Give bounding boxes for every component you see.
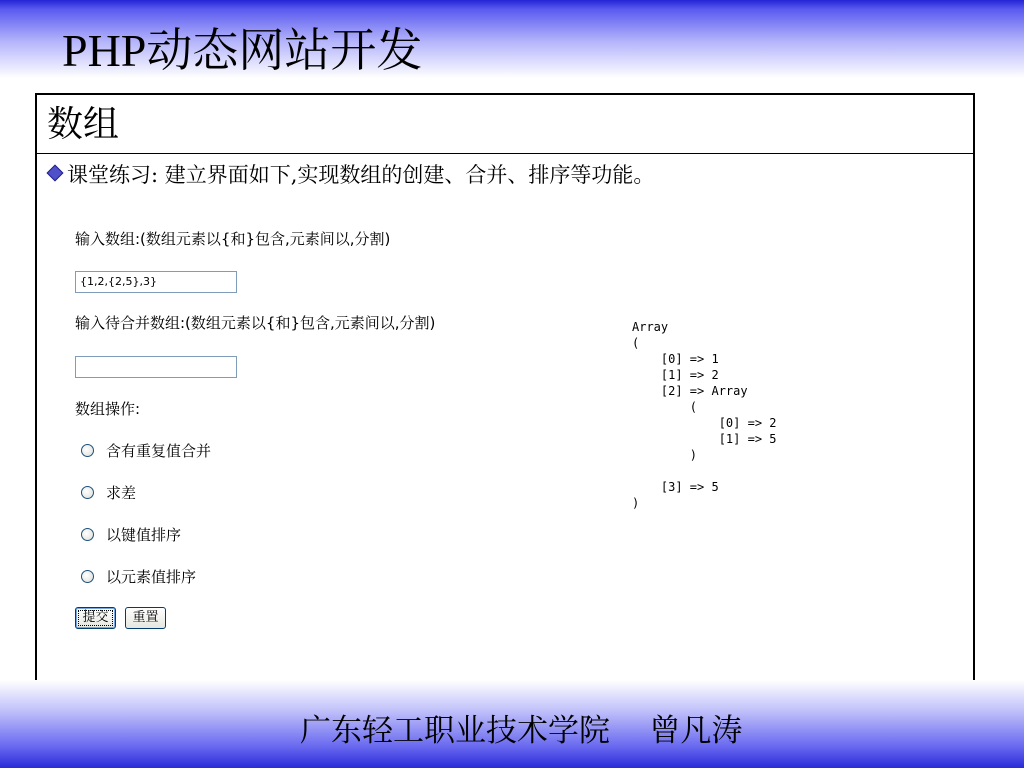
radio-option-label: 以元素值排序: [106, 568, 197, 586]
content-box: [35, 93, 975, 684]
merge-array-input[interactable]: [75, 356, 237, 378]
reset-button[interactable]: 重置: [125, 607, 166, 629]
radio-option-difference[interactable]: [81, 483, 136, 503]
radio-option-sort-by-key[interactable]: [81, 525, 181, 545]
form-button-row: [75, 607, 275, 631]
radio-button-icon[interactable]: [81, 570, 94, 583]
array-print-output: Array ( [0] => 1 [1] => 2 [2] => Array ( [0] => 2 [1] => 5 ) [3] => 5 ): [632, 320, 777, 510]
radio-option-label: 求差: [106, 484, 137, 502]
exercise-bullet: [47, 161, 654, 189]
box-heading: 数组: [47, 104, 120, 145]
slide-title: PHP动态网站开发: [62, 25, 423, 76]
merge-array-label: 输入待合并数组:(数组元素以{和}包含,元素间以,分割): [75, 314, 436, 332]
radio-option-merge-duplicates[interactable]: [81, 441, 211, 461]
submit-button[interactable]: 提交: [75, 607, 116, 629]
slide-footer: 广东轻工职业技术学院 曾凡涛: [300, 713, 743, 749]
radio-option-label: 以键值排序: [106, 526, 182, 544]
array-input[interactable]: {1,2,{2,5},3}: [75, 271, 237, 293]
radio-button-icon[interactable]: [81, 444, 94, 457]
radio-button-icon[interactable]: [81, 486, 94, 499]
array-input-label: 输入数组:(数组元素以{和}包含,元素间以,分割): [75, 230, 391, 248]
radio-option-label: 含有重复值合并: [106, 442, 212, 460]
radio-option-sort-by-value[interactable]: [81, 567, 196, 587]
exercise-text: 课堂练习: 建立界面如下,实现数组的创建、合并、排序等功能。: [67, 163, 655, 187]
radio-button-icon[interactable]: [81, 528, 94, 541]
array-form: [75, 225, 595, 645]
diamond-bullet-icon: [47, 165, 64, 182]
operation-label: 数组操作:: [75, 400, 141, 418]
box-heading-row: [37, 95, 973, 154]
